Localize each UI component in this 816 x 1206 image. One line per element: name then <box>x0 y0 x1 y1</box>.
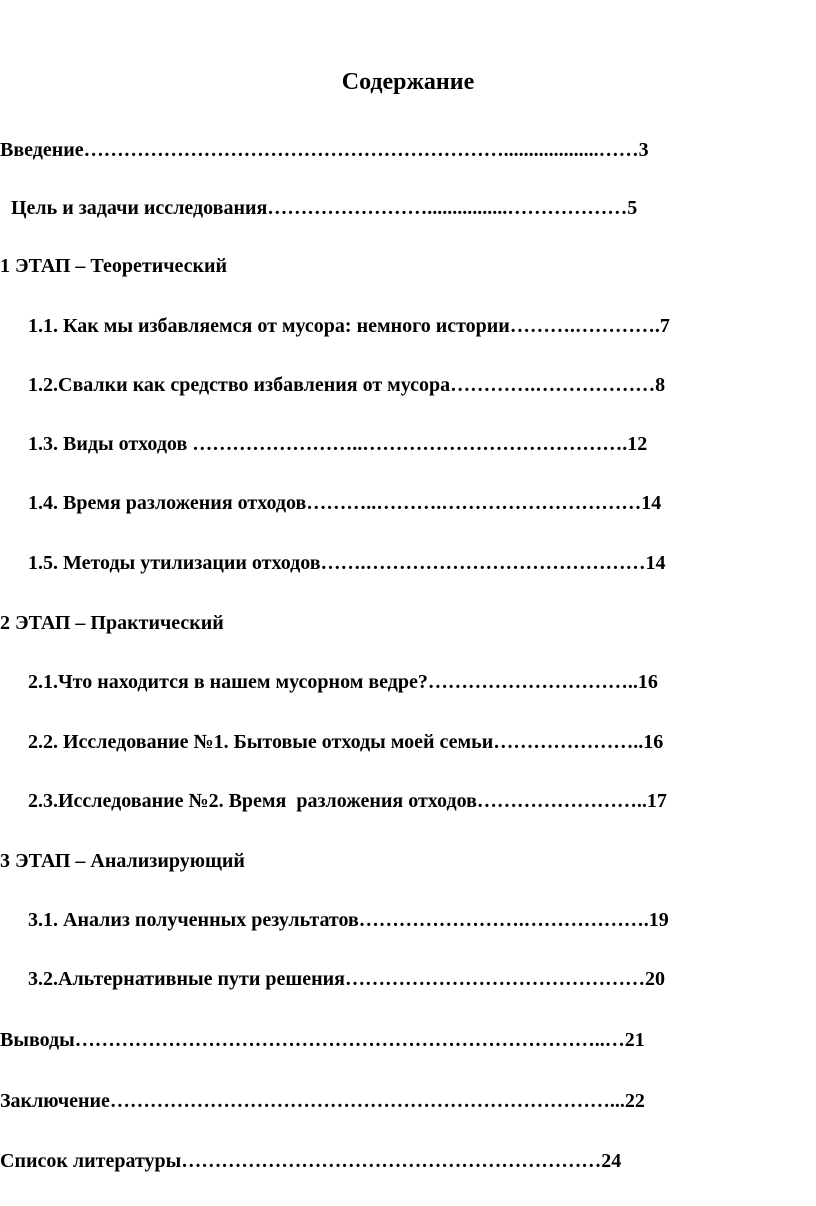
page-title: Содержание <box>341 69 475 95</box>
toc-section-stage-3: 3 ЭТАП – Анализирующий <box>0 850 245 872</box>
toc-item-2-1: 2.1.Что находится в нашем мусорном ведре?…………………………..16 <box>28 671 658 693</box>
toc-item-3-1: 3.1. Анализ полученных результатов…………………….……………….19 <box>28 909 669 931</box>
toc-item-2-2: 2.2. Исследование №1. Бытовые отходы моей семьи…………………..16 <box>28 731 664 753</box>
toc-item-1-2: 1.2.Свалки как средство избавления от мусора………….………………8 <box>28 374 666 396</box>
toc-item-goals: Цель и задачи исследования……………………................………………5 <box>11 197 638 219</box>
toc-item-2-3: 2.3.Исследование №2. Время разложения отходов……………………..17 <box>28 790 667 812</box>
toc-item-1-4: 1.4. Время разложения отходов………..……….…………………………14 <box>28 492 662 514</box>
toc-item-1-1: 1.1. Как мы избавляемся от мусора: немного истории……….………….7 <box>28 315 670 337</box>
toc-item-summary: Заключение…………………………………………………………………...22 <box>0 1090 645 1112</box>
toc-item-1-5: 1.5. Методы утилизации отходов…….……………………………………14 <box>28 552 666 574</box>
toc-item-introduction: Введение………………………………………………………...................……3 <box>0 139 649 161</box>
toc-item-references: Список литературы………………………………………………………24 <box>0 1150 622 1172</box>
toc-section-stage-1: 1 ЭТАП – Теоретический <box>0 255 228 277</box>
toc-section-stage-2: 2 ЭТАП – Практический <box>0 612 224 634</box>
toc-item-3-2: 3.2.Альтернативные пути решения………………………………………20 <box>28 968 665 990</box>
toc-item-conclusions: Выводы……………………………………………………………………..…21 <box>0 1029 645 1051</box>
toc-item-1-3: 1.3. Виды отходов ……………………..………………………………….12 <box>28 433 648 455</box>
